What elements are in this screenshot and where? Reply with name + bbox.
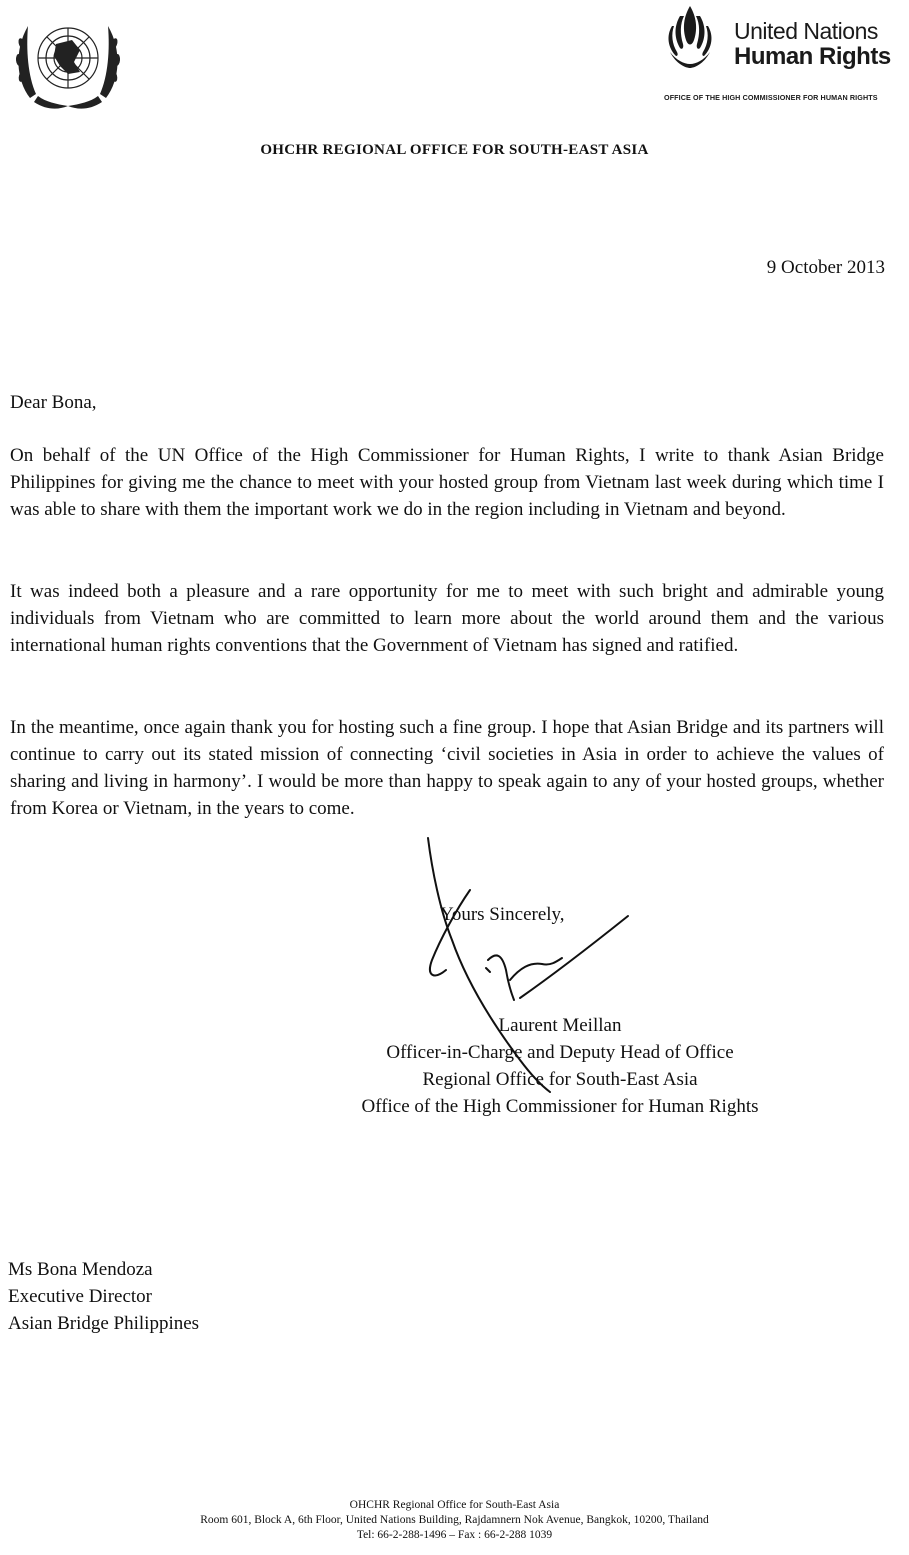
handwritten-signature <box>410 830 650 1100</box>
body-paragraph-3: In the meantime, once again thank you for hosting such a fine group. I hope that Asian Bridge and its partners will continue to carry out its stated mission of connecting ‘civil societies in Asia in order to achieve the values of sharing and living in harmony’. I would be more than happy to speak again to any of your hosted groups, whether from Korea or Vietnam, in the years to come. <box>10 717 884 819</box>
un-emblem-icon <box>10 10 126 114</box>
letter-date: 9 October 2013 <box>766 257 885 278</box>
signatory-office: Regional Office for South-East Asia <box>422 1069 698 1090</box>
footer <box>0 1498 909 1543</box>
salutation: Dear Bona, <box>10 392 97 413</box>
signatory-organization: Office of the High Commissioner for Human Rights <box>361 1096 759 1117</box>
recipient-organization: Asian Bridge Philippines <box>8 1313 200 1334</box>
signatory-name: Laurent Meillan <box>498 1015 622 1036</box>
recipient-block <box>8 1256 199 1337</box>
brand-name-line2: Human Rights <box>734 43 891 70</box>
brand-subtitle: OFFICE OF THE HIGH COMMISSIONER FOR HUMAN RIGHTS <box>664 93 878 102</box>
human-rights-flame-logo-icon <box>660 2 720 74</box>
brand-name-line1: United Nations <box>734 18 878 44</box>
closing: Yours Sincerely, <box>440 904 565 925</box>
recipient-title: Executive Director <box>8 1286 153 1307</box>
recipient-name: Ms Bona Mendoza <box>8 1259 153 1280</box>
body-paragraph-2: It was indeed both a pleasure and a rare opportunity for me to meet with such bright and admirable young individuals from Vietnam who are committed to learn more about the world around them and the various international human rights conventions that the Government of Vietnam has signed and ratified. <box>10 581 884 656</box>
footer-contact: Tel: 66-2-288-1496 – Fax : 66-2-288 1039 <box>356 1529 553 1541</box>
office-heading: OHCHR REGIONAL OFFICE FOR SOUTH-EAST ASIA <box>260 142 649 158</box>
footer-office: OHCHR Regional Office for South-East Asia <box>349 1499 560 1511</box>
body-paragraph-1: On behalf of the UN Office of the High Commissioner for Human Rights, I write to thank Asian Bridge Philippines for giving me the chance to meet with your hosted group from Vietnam last week during which time I was able to share with them the important work we do in the region including in Vietnam and beyond. <box>10 445 884 520</box>
footer-address: Room 601, Block A, 6th Floor, United Nations Building, Rajdamnern Nok Avenue, Bangkok, 10200, Thailand <box>200 1514 709 1526</box>
signatory-title: Officer-in-Charge and Deputy Head of Office <box>386 1042 734 1063</box>
